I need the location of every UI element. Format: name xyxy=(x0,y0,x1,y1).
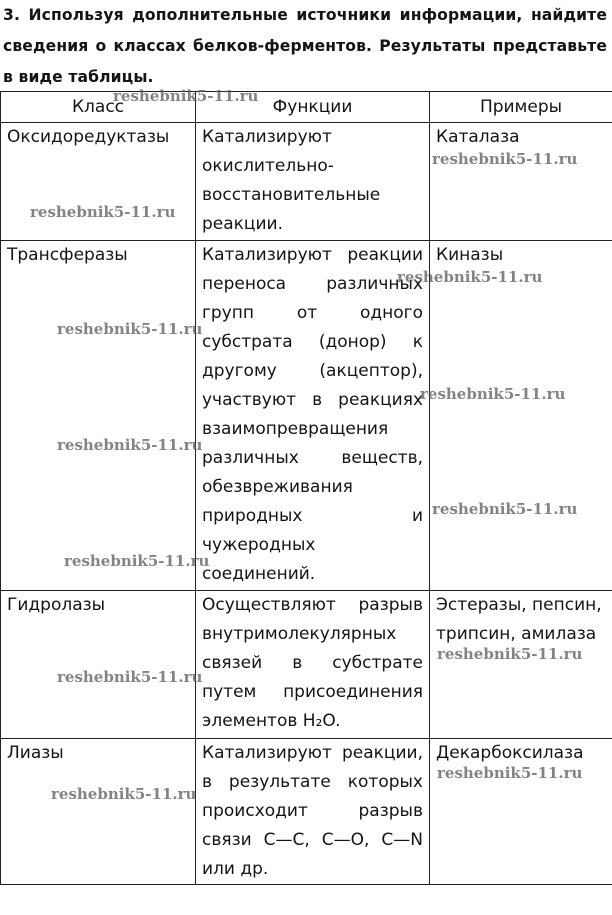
table-row xyxy=(1,591,612,739)
watermark: reshebnik5-11.ru xyxy=(437,764,583,782)
watermark: reshebnik5-11.ru xyxy=(432,150,578,168)
class-cell: Гидролазы xyxy=(1,591,196,739)
function-cell: Катализируют реакции, в результате которых происходит разрыв связи C—C, C—O, C—N или др. xyxy=(196,739,430,885)
enzyme-classes-table xyxy=(0,91,612,885)
header-class: Класс xyxy=(1,92,196,123)
watermark: reshebnik5-11.ru xyxy=(113,87,259,105)
table-row xyxy=(1,123,612,241)
class-cell: Оксидоредуктазы xyxy=(1,123,196,241)
examples-cell: Каталаза xyxy=(430,123,612,241)
function-cell: Катализируют окислительно-восстановительные реакции. xyxy=(196,123,430,241)
examples-cell: Декарбоксилаза xyxy=(430,739,612,885)
table-row xyxy=(1,241,612,591)
watermark: reshebnik5-11.ru xyxy=(57,436,203,454)
header-functions: Функции xyxy=(196,92,430,123)
function-cell: Катализируют реакции переноса различных групп от одного субстрата (донор) к другому (акцептор), участвуют в реакциях взаимопревращения различных веществ, обезвреживания природных и чужеродных соединений. xyxy=(196,241,430,591)
class-cell: Лиазы xyxy=(1,739,196,885)
watermark: reshebnik5-11.ru xyxy=(30,203,176,221)
examples-cell: Киназы xyxy=(430,241,612,591)
watermark: reshebnik5-11.ru xyxy=(397,268,543,286)
table-header-row xyxy=(1,92,612,123)
examples-cell: Эстеразы, пепсин, трипсин, амилаза xyxy=(430,591,612,739)
watermark: reshebnik5-11.ru xyxy=(57,320,203,338)
watermark: reshebnik5-11.ru xyxy=(432,500,578,518)
watermark: reshebnik5-11.ru xyxy=(437,645,583,663)
watermark: reshebnik5-11.ru xyxy=(64,552,210,570)
watermark: reshebnik5-11.ru xyxy=(420,385,566,403)
class-cell: Трансферазы xyxy=(1,241,196,591)
table-row xyxy=(1,739,612,885)
function-cell: Осуществляют разрыв внутримолекулярных связей в субстрате путем присоединения элементов H₂O. xyxy=(196,591,430,739)
header-examples: Примеры xyxy=(430,92,612,123)
task-statement: 3. Используя дополнительные источники информации, найдите сведения о классах белков-ферментов. Результаты представьте в виде таблицы. xyxy=(3,6,607,86)
watermark: reshebnik5-11.ru xyxy=(57,668,203,686)
watermark: reshebnik5-11.ru xyxy=(51,785,197,803)
